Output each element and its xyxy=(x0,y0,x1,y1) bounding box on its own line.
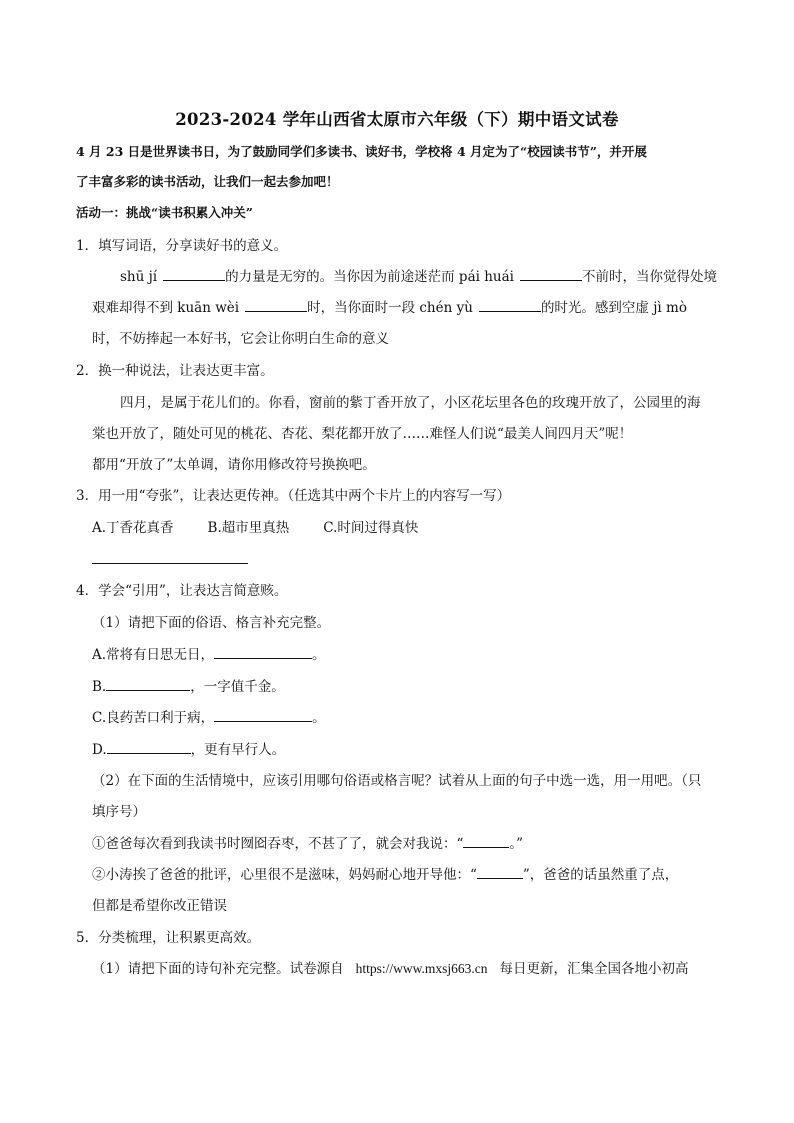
q4-item-d xyxy=(92,740,285,760)
q4-d-text: ，更有早行人。 xyxy=(190,742,286,758)
q1-text-3: 艰难却得不到 xyxy=(92,300,178,316)
q1-line-3: 时，不妨捧起一本好书，它会让你明白生命的意义 xyxy=(92,331,389,347)
q4-b-label: B. xyxy=(92,679,107,695)
q4-sub1: （1）请把下面的俗语、格言补充完整。 xyxy=(92,615,331,631)
q4-sub2-line-1: （2）在下面的生活情境中，应该引用哪句俗语或格言呢？试着从上面的句子中选一选，用一用吧。（只 xyxy=(92,773,702,789)
blank-shuji[interactable] xyxy=(163,267,225,281)
q4-scenario-2 xyxy=(92,865,678,885)
q1-text-5: 的时光。感到空虚 xyxy=(540,300,654,316)
scenario-2-text: ②小涛挨了爸爸的批评，心里很不是滋味，妈妈耐心地开导他：“ xyxy=(92,867,477,883)
q4-d-label: D. xyxy=(92,742,107,758)
q4-item-a xyxy=(92,645,326,665)
blank-paihuai[interactable] xyxy=(520,267,582,281)
q1-text-4: 时，当你面时一段 xyxy=(307,300,420,316)
q4-sub2-line-2: 填序号） xyxy=(92,804,146,820)
blank-scenario-2[interactable] xyxy=(477,865,523,879)
q2-heading: 2．换一种说法，让表达更丰富。 xyxy=(76,363,274,379)
blank-c[interactable] xyxy=(214,708,312,722)
q4-scenario-2-line-2: 但都是希望你改正错误 xyxy=(92,898,227,914)
q4-b-text: ，一字值千金。 xyxy=(190,679,285,695)
q1-text-1: 的力量是无穷的。当你因为前途迷茫而 xyxy=(225,269,459,285)
q4-scenario-1 xyxy=(92,834,523,854)
q3-options xyxy=(92,518,452,538)
scenario-1-end: 。” xyxy=(509,836,524,852)
q5-sub1-text: （1）请把下面的诗句补充完整。试卷源自 xyxy=(92,961,344,977)
q4-item-c xyxy=(92,708,326,728)
option-a: A.丁香花真香 xyxy=(92,520,174,536)
q4-c-period: 。 xyxy=(312,710,326,726)
q1-line-1 xyxy=(120,267,717,287)
q4-item-b xyxy=(92,677,285,697)
blank-b[interactable] xyxy=(106,677,190,691)
blank-scenario-1[interactable] xyxy=(463,834,509,848)
q3-answer-line xyxy=(92,550,248,570)
q3-answer-blank[interactable] xyxy=(92,550,248,564)
intro-line-2: 了丰富多彩的读书活动，让我们一起去参加吧！ xyxy=(76,174,339,189)
blank-d[interactable] xyxy=(107,740,191,754)
source-link[interactable]: https://www.mxsj663.cn xyxy=(355,961,488,976)
q4-heading: 4．学会“引用”，让表达言简意赅。 xyxy=(76,583,288,599)
q4-a-period: 。 xyxy=(312,647,326,663)
intro-line-1: 4 月 23 日是世界读书日，为了鼓励同学们多读书、读好书，学校将 4 月定为了“校园读书节”，并开展 xyxy=(76,144,647,159)
scenario-1-text: ①爸爸每次看到我读书时囫囵吞枣，不甚了了，就会对我说：“ xyxy=(92,836,464,852)
q3-heading: 3．用一用“夸张”，让表达更传神。（任选其中两个卡片上的内容写一写） xyxy=(76,488,511,504)
option-b: B.超市里真热 xyxy=(207,520,290,536)
q2-line-2: 棠也开放了，随处可见的桃花、杏花、梨花都开放了……难怪人们说“最美人间四月天”呢！ xyxy=(92,426,633,442)
pinyin-shuji: shū jí xyxy=(120,269,158,285)
activity-heading: 活动一：挑战“读书积累入冲关” xyxy=(76,205,253,220)
q5-sub1 xyxy=(92,959,688,979)
q1-line-2 xyxy=(92,298,687,318)
pinyin-chenyu: chén yù xyxy=(419,300,473,316)
pinyin-jimo: jì mò xyxy=(653,300,687,316)
blank-kuanwei[interactable] xyxy=(245,298,307,312)
q1-heading: 1．填写词语，分享读好书的意义。 xyxy=(76,238,288,254)
q4-a-text: A.常将有日思无日， xyxy=(92,647,215,663)
blank-chenyu[interactable] xyxy=(479,298,541,312)
q2-line-3: 都用“开放了”太单调，请你用修改符号换换吧。 xyxy=(92,457,376,473)
scenario-2-end: ”，爸爸的话虽然重了点， xyxy=(522,867,679,883)
pinyin-paihuai: pái huái xyxy=(458,269,514,285)
option-c: C.时间过得真快 xyxy=(323,520,419,536)
q5-tail-text: 每日更新，汇集全国各地小初高 xyxy=(499,961,689,977)
blank-a[interactable] xyxy=(214,645,312,659)
q2-line-1: 四月，是属于花儿们的。你看，窗前的紫丁香开放了，小区花坛里各色的玫瑰开放了，公园里的海 xyxy=(120,395,701,411)
page-title: 2023-2024 学年山西省太原市六年级（下）期中语文试卷 xyxy=(175,110,619,129)
q4-c-text: C.良药苦口利于病， xyxy=(92,710,215,726)
q1-text-2: 不前时，当你觉得处境 xyxy=(581,269,717,285)
pinyin-kuanwei: kuān wèi xyxy=(177,300,240,316)
q5-heading: 5．分类梳理，让积累更高效。 xyxy=(76,930,261,946)
